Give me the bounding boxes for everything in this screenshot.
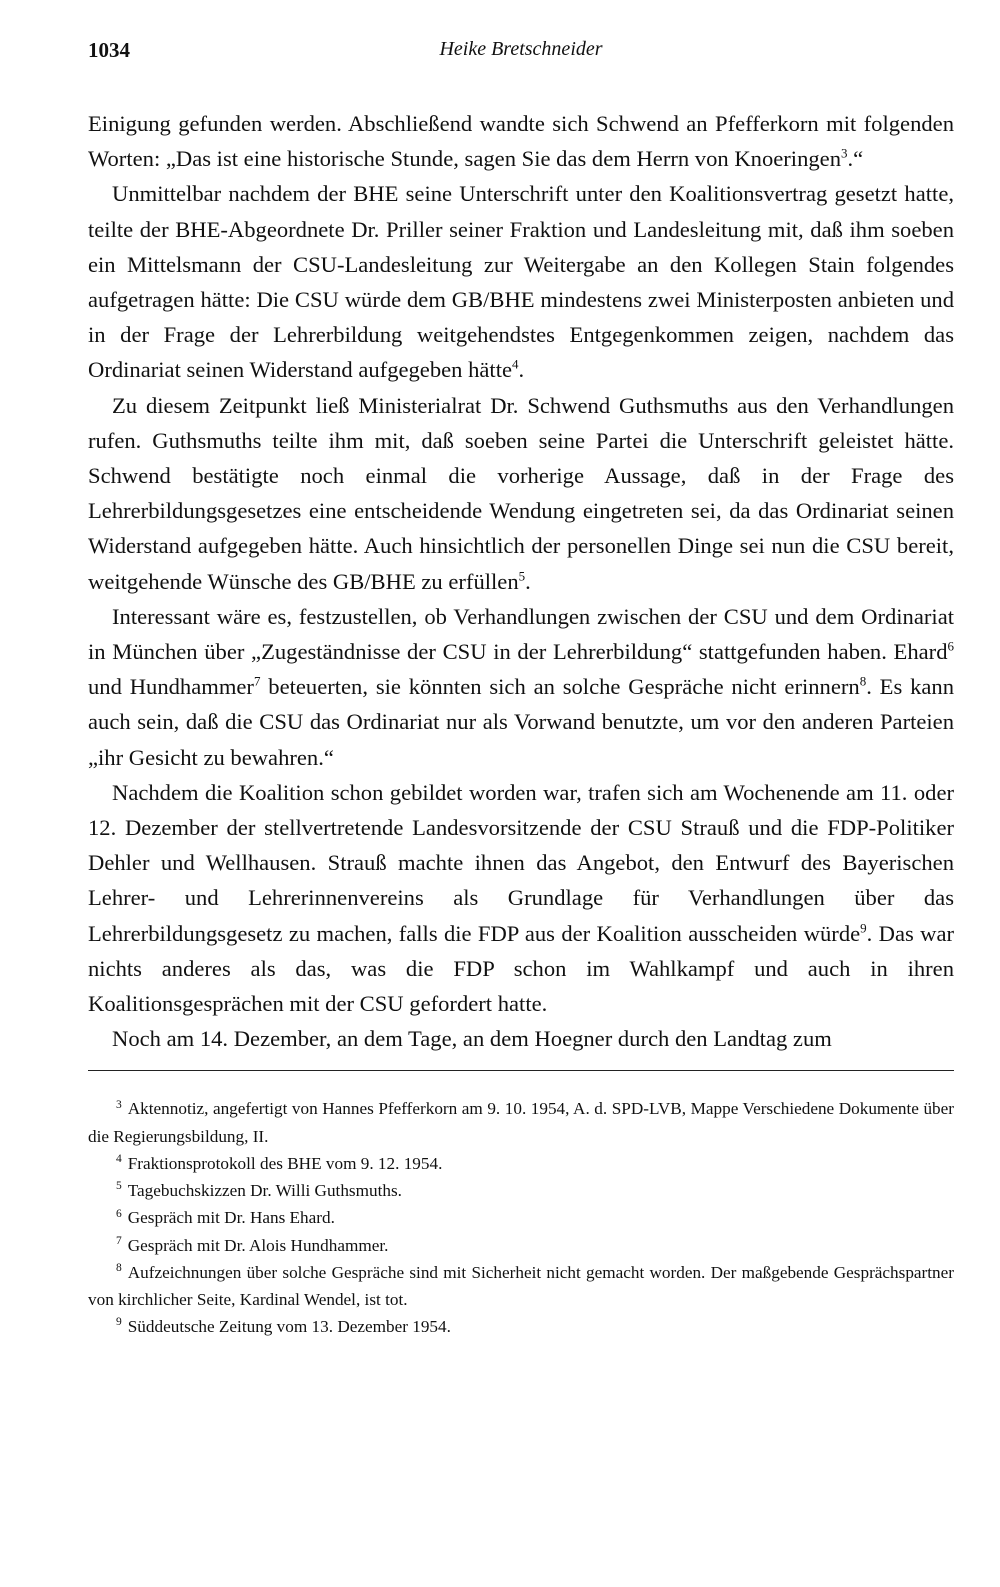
footnote-number: 8 xyxy=(116,1261,122,1274)
footnote-reference: 8 xyxy=(859,673,867,689)
running-header-author: Heike Bretschneider xyxy=(439,38,603,60)
paragraph-text: Interessant wäre es, festzustellen, ob Verhandlungen zwischen der CSU und dem Ordinariat in München über „Zugeständnisse der CSU in der Lehrerbildung“ stattgefunden haben. Ehard xyxy=(88,603,954,665)
footnote-text: Aufzeichnungen über solche Gespräche sind mit Sicherheit nicht gemacht worden. Der maßgebende Gesprächspartner von kirchlicher Seite, Kardinal Wendel, ist tot. xyxy=(88,1262,954,1309)
footnotes xyxy=(88,1095,954,1340)
footnote-number: 4 xyxy=(116,1153,122,1166)
footnote-text: Tagebuchskizzen Dr. Willi Guthsmuths. xyxy=(127,1181,402,1201)
paragraph-text: . Das war nichts anderes als das, was die FDP schon im Wahlkampf und auch in ihren Koalitionsgesprächen mit der CSU gefordert hatte. xyxy=(88,920,954,1017)
footnote-reference: 5 xyxy=(518,568,526,584)
footnote-number: 7 xyxy=(116,1234,122,1247)
footnote xyxy=(88,1259,954,1313)
footnote xyxy=(88,1095,954,1149)
footnote-reference: 3 xyxy=(841,145,848,161)
paragraph-text: . xyxy=(518,357,525,383)
paragraph-text: beteuerten, sie könnten sich an solche Gespräche nicht erinnern xyxy=(260,674,860,700)
body-paragraph xyxy=(88,106,954,176)
body-paragraph xyxy=(88,775,954,1021)
page-number: 1034 xyxy=(88,38,130,62)
footnote-number: 9 xyxy=(116,1316,122,1329)
footnote-rule xyxy=(88,1070,954,1071)
footnote xyxy=(88,1204,954,1231)
footnote xyxy=(88,1232,954,1259)
footnote-number: 6 xyxy=(116,1207,122,1220)
footnote-reference: 9 xyxy=(860,920,867,936)
body-paragraph xyxy=(88,176,954,387)
footnote xyxy=(88,1177,954,1204)
paragraph-text: Nachdem die Koalition schon gebildet worden war, trafen sich am Wochenende am 11. oder 12. Dezember der stellvertretende Landesvorsitzende der CSU Strauß und die FDP-Politiker Dehler und Wellhausen. Strauß machte ihnen das Angebot, den Entwurf des Bayerischen Lehrer- und Lehrerinnenvereins als Grundlage für Verhandlungen über das Lehrerbildungsgesetz zu machen, falls die FDP aus der Koalition ausscheiden würde xyxy=(88,779,954,946)
footnote-number: 5 xyxy=(116,1180,122,1193)
footnote-text: Aktennotiz, angefertigt von Hannes Pfefferkorn am 9. 10. 1954, A. d. SPD-LVB, Mappe Verschiedene Dokumente über die Regierungsbildung, II. xyxy=(88,1099,954,1146)
footnote-reference: 6 xyxy=(947,638,954,654)
footnote xyxy=(88,1150,954,1177)
footnote xyxy=(88,1313,954,1340)
footnote-text: Gespräch mit Dr. Alois Hundhammer. xyxy=(127,1235,389,1255)
footnote-text: Fraktionsprotokoll des BHE vom 9. 12. 1954. xyxy=(127,1153,443,1173)
body-paragraph xyxy=(88,1021,954,1056)
paragraph-text: Unmittelbar nachdem der BHE seine Unterschrift unter den Koalitionsvertrag gesetzt hatte, teilte der BHE-Abgeordnete Dr. Priller seiner Fraktion und Landesleitung mit, daß ihm soeben ein Mittelsmann der CSU-Landesleitung zur Weitergabe an den Kollegen Stain folgendes aufgetragen hätte: Die CSU würde dem GB/BHE mindestens zwei Ministerposten anbieten und in der Frage der Lehrerbildung weitgehendstes Entgegenkommen zeigen, nachdem das Ordinariat seinen Widerstand aufgegeben hätte xyxy=(88,181,954,383)
footnote-text: Gespräch mit Dr. Hans Ehard. xyxy=(127,1208,335,1228)
running-header xyxy=(88,30,954,70)
paragraph-text: . Es kann auch sein, daß die CSU das Ordinariat nur als Vorwand benutzte, um vor den anderen Parteien „ihr Gesicht zu bewahren.“ xyxy=(88,674,954,770)
paragraph-text: Einigung gefunden werden. Abschließend wandte sich Schwend an Pfefferkorn mit folgenden Worten: „Das ist eine historische Stunde, sagen Sie das dem Herrn von Knoeringen xyxy=(88,111,954,172)
footnote-reference: 7 xyxy=(253,673,261,689)
body-paragraph xyxy=(88,388,954,599)
paragraph-text: Noch am 14. Dezember, an dem Tage, an dem Hoegner durch den Landtag zum xyxy=(112,1026,832,1052)
footnote-reference: 4 xyxy=(512,356,519,372)
footnote-text: Süddeutsche Zeitung vom 13. Dezember 1954. xyxy=(127,1317,451,1337)
body-paragraph xyxy=(88,599,954,775)
book-page xyxy=(88,30,954,1340)
paragraph-text: . xyxy=(525,568,531,594)
body-text xyxy=(88,106,954,1056)
paragraph-text: und Hundhammer xyxy=(88,674,254,700)
paragraph-text: Zu diesem Zeitpunkt ließ Ministerialrat Dr. Schwend Guthsmuths aus den Verhandlungen rufen. Guthsmuths teilte ihm mit, daß soeben seine Partei die Unterschrift geleistet hätte. Schwend bestätigte noch einmal die vorherige Aussage, daß in der Frage des Lehrerbildungsgesetzes eine entscheidende Wendung eingetreten sei, da das Ordinariat seinen Widerstand aufgegeben hätte. Auch hinsichtlich der personellen Dinge sei nun die CSU bereit, weitgehende Wünsche des GB/BHE zu erfüllen xyxy=(88,392,954,594)
footnote-number: 3 xyxy=(116,1098,122,1111)
paragraph-text: .“ xyxy=(847,146,864,172)
